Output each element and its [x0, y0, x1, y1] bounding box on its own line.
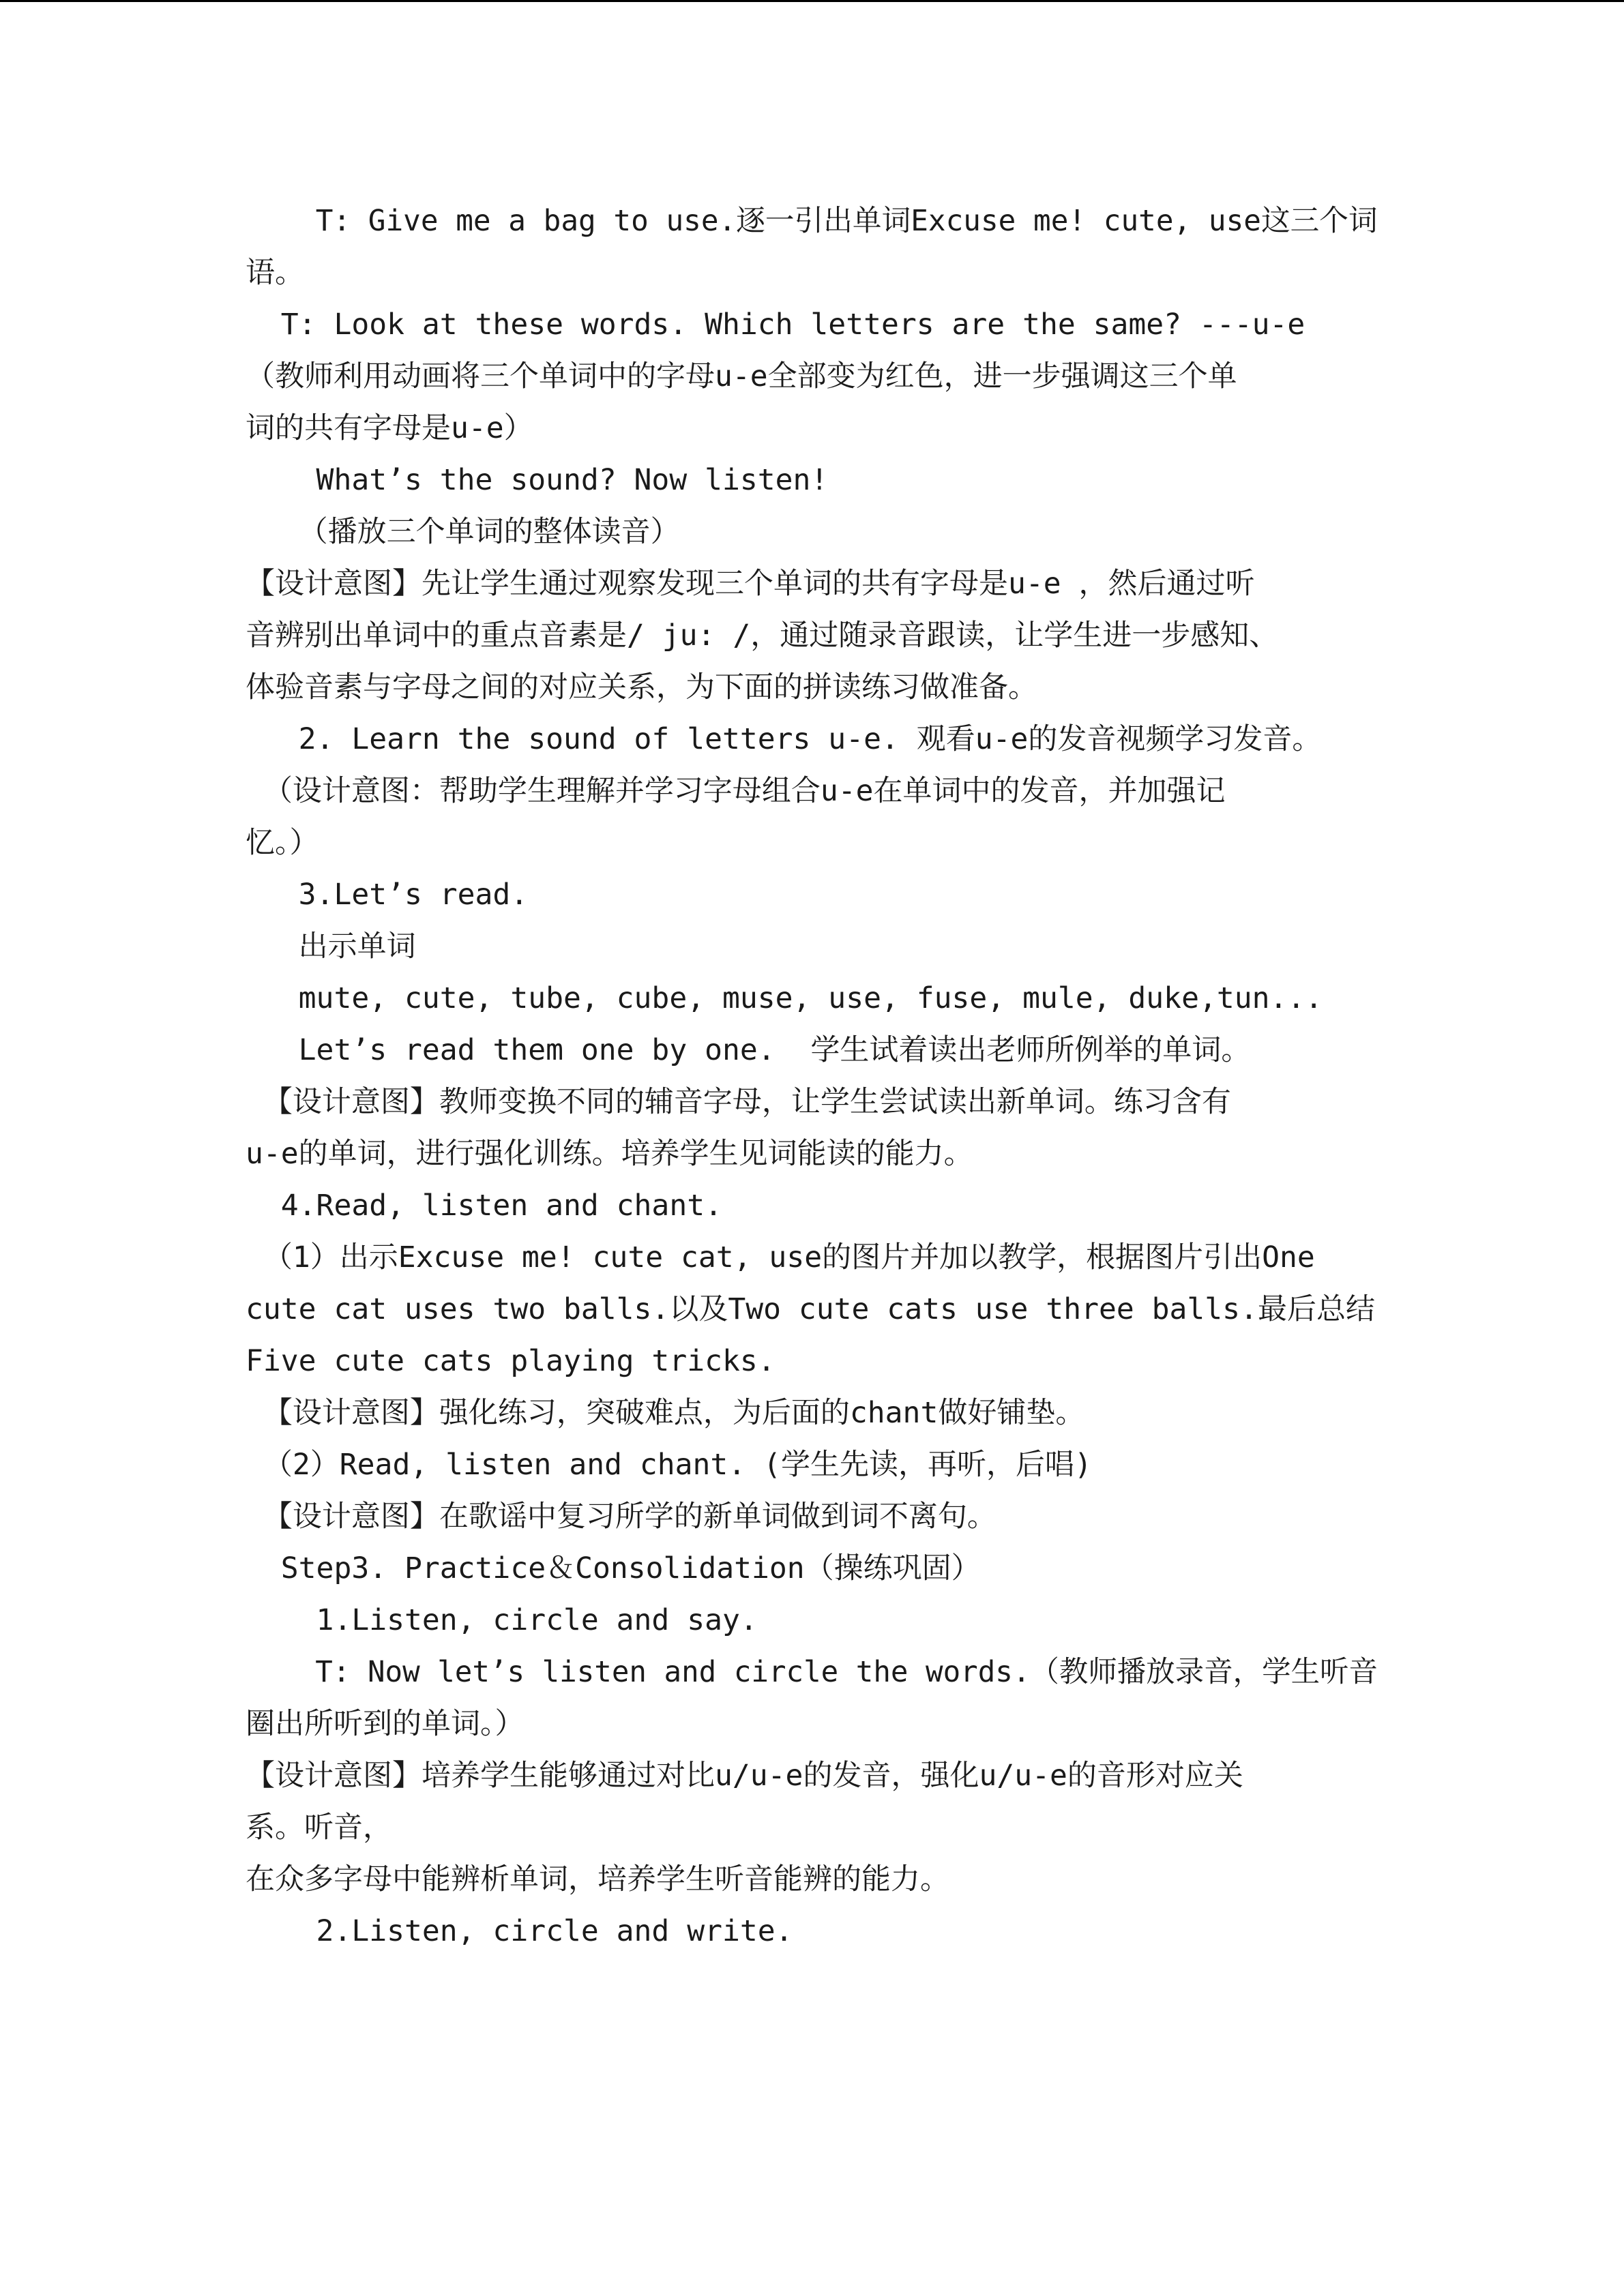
text-line: Let’s read them one by one. 学生试着读出老师所例举的单词。 — [246, 1033, 1251, 1067]
text-line: 【设计意图】在歌谣中复习所学的新单词做到词不离句。 — [246, 1500, 996, 1534]
text-line: （2）Read, listen and chant. (学生先读，再听，后唱) — [246, 1448, 1092, 1482]
text-line: What’s the sound? Now listen! — [246, 463, 829, 497]
text-line: （播放三个单词的整体读音） — [246, 515, 680, 549]
text-line: T: Now let’s listen and circle the words.（教师播放录音，学生听音 — [246, 1655, 1378, 1689]
text-line: 1.Listen, circle and say. — [246, 1603, 758, 1637]
text-line: 忆。） — [246, 826, 319, 860]
text-line: 语。 — [246, 256, 304, 290]
text-line: 在众多字母中能辨析单词，培养学生听音能辨的能力。 — [246, 1862, 949, 1896]
text-line: Step3. Practice＆Consolidation（操练巩固） — [246, 1551, 981, 1585]
text-line: T: Give me a bag to use.逐一引出单词Excuse me! cute, use这三个词 — [246, 204, 1378, 238]
text-line: 【设计意图】培养学生能够通过对比u/u-e的发音，强化u/u-e的音形对应关 — [246, 1759, 1243, 1793]
text-line: 【设计意图】强化练习，突破难点，为后面的chant做好铺垫。 — [246, 1396, 1085, 1430]
text-line: 圈出所听到的单词。） — [246, 1707, 525, 1741]
text-line: u-e的单词，进行强化训练。培养学生见词能读的能力。 — [246, 1137, 973, 1171]
text-line: cute cat uses two balls.以及Two cute cats use three balls.最后总结 — [246, 1292, 1375, 1326]
text-line: 2.Listen, circle and write. — [246, 1914, 793, 1948]
text-line: T: Look at these words. Which letters are the same? ---u-e — [246, 308, 1305, 342]
text-line: 2. Learn the sound of letters u-e. 观看u-e的发音视频学习发音。 — [246, 722, 1322, 756]
text-line: 音辨别出单词中的重点音素是/ ju: /，通过随录音跟读，让学生进一步感知、 — [246, 618, 1279, 653]
text-line: mute, cute, tube, cube, muse, use, fuse, mule, duke,tun... — [246, 981, 1323, 1015]
text-line: Five cute cats playing tricks. — [246, 1344, 776, 1378]
text-line: （1）出示Excuse me! cute cat, use的图片并加以教学，根据图片引出One — [246, 1240, 1315, 1274]
text-line: 系。听音， — [246, 1810, 392, 1845]
text-line: 4.Read, listen and chant. — [246, 1189, 722, 1223]
text-line: （教师利用动画将三个单词中的字母u-e全部变为红色，进一步强调这三个单 — [246, 359, 1237, 393]
text-line: 体验音素与字母之间的对应关系，为下面的拼读练习做准备。 — [246, 670, 1037, 704]
text-line: 词的共有字母是u-e） — [246, 411, 533, 445]
text-line: 【设计意图】教师变换不同的辅音字母，让学生尝试读出新单词。练习含有 — [246, 1085, 1231, 1119]
text-line: 【设计意图】先让学生通过观察发现三个单词的共有字母是u-e ，然后通过听 — [246, 567, 1255, 601]
text-line: 出示单词 — [246, 929, 416, 964]
text-line: （设计意图：帮助学生理解并学习字母组合u-e在单词中的发音，并加强记 — [246, 774, 1226, 808]
text-line: 3.Let’s read. — [246, 878, 529, 912]
